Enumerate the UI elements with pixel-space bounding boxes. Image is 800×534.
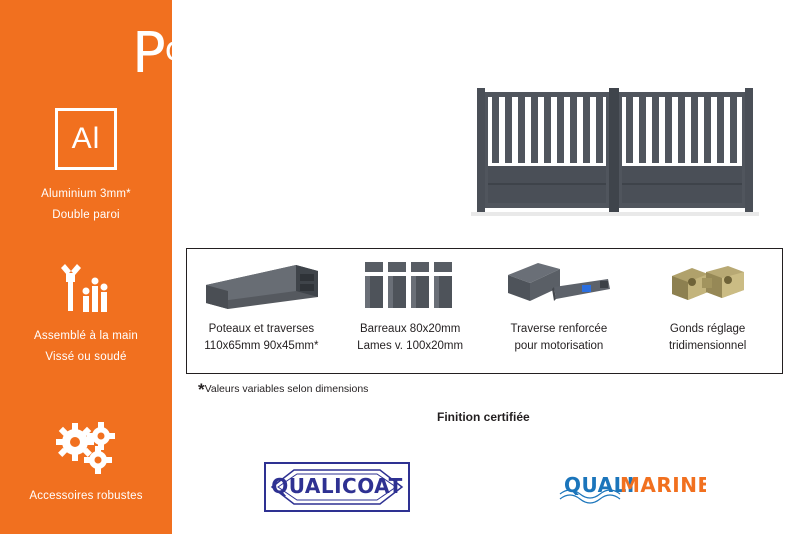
component-label: Traverse renforcée — [510, 323, 608, 335]
sidebar-item-label: Vissé ou soudé — [45, 351, 127, 363]
motorised-crossbar-icon — [504, 257, 614, 315]
finition-certifiee-label: Finition certifiée — [437, 410, 530, 424]
component-label: Gonds réglage — [669, 323, 746, 335]
page-title-rest: ortail semi barreaudé — [164, 29, 524, 68]
gears-icon — [51, 420, 121, 476]
qualimarine-logo — [556, 468, 706, 508]
sidebar-item-assemblage — [0, 262, 172, 368]
sidebar-item-label: Double paroi — [52, 209, 120, 221]
footnote-text: Valeurs variables selon dimensions — [204, 383, 369, 395]
component-label: Barreaux 80x20mm — [359, 323, 461, 335]
component-label: pour motorisation — [514, 340, 604, 352]
qualicoat-logo-mark — [264, 462, 410, 512]
component-label: Poteaux et traverses — [208, 323, 315, 335]
sidebar-item-accessoires — [0, 420, 172, 507]
sidebar-item-label: Assemblé à la main — [34, 330, 138, 342]
profile-post-icon — [200, 257, 322, 315]
footnote-asterisk: * — [198, 380, 205, 399]
footnote — [198, 379, 368, 400]
svg-text:QUALICOAT: QUALICOAT — [271, 474, 403, 498]
hinge-icon — [662, 258, 754, 314]
bars-icon — [361, 258, 459, 314]
semi-barreaude-gate-photo — [471, 84, 759, 221]
qualicoat-logo — [264, 462, 410, 512]
sidebar-item-aluminium — [0, 108, 172, 226]
sidebar-item-label: Aluminium 3mm* — [41, 188, 131, 200]
aluminium-symbol-label: Al — [71, 122, 101, 155]
wrench-tools-icon — [53, 262, 119, 316]
component-traverse — [485, 249, 634, 373]
component-label: tridimensionnel — [668, 340, 747, 352]
component-label: Lames v. 100x20mm — [357, 340, 464, 352]
gate-illustration — [471, 84, 759, 221]
page-title — [132, 21, 524, 86]
components-panel — [186, 248, 783, 374]
svg-text:MARINE: MARINE — [620, 473, 706, 497]
component-poteaux — [187, 249, 336, 373]
qualimarine-logo-mark — [556, 468, 706, 508]
component-label: 110x65mm 90x45mm* — [204, 340, 319, 352]
component-barreaux — [336, 249, 485, 373]
component-gonds — [633, 249, 782, 373]
svg-text:QUALI: QUALI — [564, 473, 635, 497]
page-title-initial: P — [132, 21, 165, 86]
aluminium-square-icon — [55, 108, 117, 170]
sidebar-item-label: Accessoires robustes — [29, 490, 143, 502]
